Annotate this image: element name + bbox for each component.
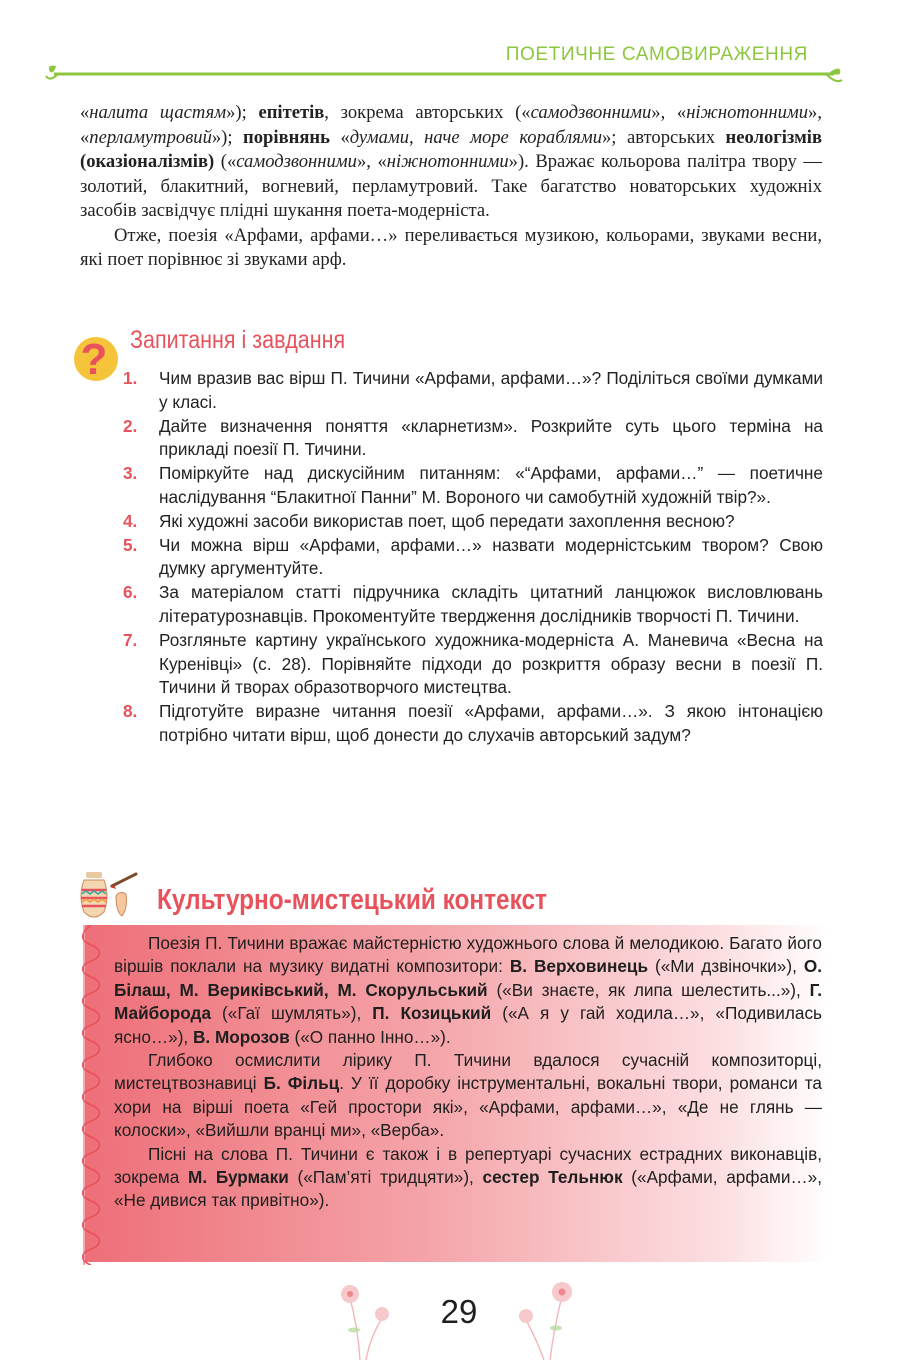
leaf-branch-ornament <box>44 62 844 86</box>
questions-title: Запитання і завдання <box>130 326 346 354</box>
question-item <box>123 629 823 700</box>
question-number: 1. <box>123 368 138 388</box>
italic-quote: ніжнотонними <box>686 102 809 123</box>
bold-term: В. Верховинець <box>509 956 649 977</box>
bold-term: Г. Майборода <box>114 979 822 1024</box>
bold-term: порівнянь <box>243 126 330 148</box>
bold-term: Б. Фільц <box>263 1073 340 1094</box>
question-text: Розгляньте картину українського художника-модерніста А. Маневича «Весна на Куренівці» (с. 28). Порівняйте підходи до розкриття образу весни в поезії П. Тичини й творах образотворчого мистецтва. <box>159 629 823 698</box>
intro-text <box>80 101 822 273</box>
bold-term: епітетів <box>258 102 325 123</box>
question-item <box>123 510 823 534</box>
bold-term: О. Білаш, М. Вериківський, М. Скорульський <box>114 956 822 1000</box>
text-run: («О панно Інно…»). <box>289 1026 451 1047</box>
text-run: . У її доробку інструментальні, вокальні твори, романси та хори на вірші поета «Гей простори які», «Арфами, арфами…», «Де не глянь — колоски», «Вийшли вранці ми», «Верба». <box>114 1073 822 1141</box>
context-text <box>114 932 822 1213</box>
text-run: »). Вражає кольорова палітра твору — золотий, блакитний, вогневий, перламутровий. Таке багатство новаторських художніх засобів засвідчує плідні шукання поета-модерніста. <box>80 151 823 221</box>
text-run: »; авторських <box>602 126 726 148</box>
question-text: Які художні засоби використав поет, щоб передати захоплення весною? <box>159 510 735 531</box>
context-title: Культурно-мистецький контекст <box>157 884 547 916</box>
question-text: Чим вразив вас вірш П. Тичини «Арфами, арфами…»? Поділіться своїми думками у класі. <box>159 368 823 412</box>
text-run: («Пам’яті тридцяти»), <box>288 1167 483 1188</box>
italic-quote: перламутровий <box>89 126 212 148</box>
question-text: Підготуйте виразне читання поезії «Арфами, арфами…». З якою інтонацією потрібно читати вірш, щоб донести до слухачів авторський задум? <box>159 701 823 745</box>
question-mark-icon <box>70 331 122 383</box>
text-run: , зокрема авторських (« <box>324 102 531 123</box>
question-item <box>123 462 823 510</box>
text-run: »); <box>226 102 259 123</box>
text-run: Глибоко осмислити лірику П. Тичини вдалося сучасній композиторці, мистецтвознавиці <box>114 1050 822 1094</box>
question-item <box>123 700 823 748</box>
question-number: 2. <box>123 415 138 436</box>
question-text: Чи можна вірш «Арфами, арфами…» назвати модерністським твором? Свою думку аргументуйте. <box>159 534 823 579</box>
text-run: («Арфами, арфами…», «Не дивися так привітно»). <box>114 1167 822 1211</box>
question-text: Поміркуйте над дискусійним питанням: «“Арфами, арфами…” — поетичне наслідування “Блакитної Панни” М. Вороного чи самобутній художній твір?». <box>159 463 823 507</box>
text-run: « <box>80 102 90 123</box>
text-run: («Ви знаєте, як липа шелестить...»), <box>487 979 810 1000</box>
question-number: 7. <box>123 629 138 650</box>
question-text: За матеріалом статті підручника складіть цитатний ланцюжок висловлювань літературознавців. Прокоментуйте твердження дослідників творчості П. Тичини. <box>159 582 823 626</box>
question-item <box>123 415 823 463</box>
question-number: 6. <box>123 582 138 603</box>
text-run: Пісні на слова П. Тичини є також і в репертуарі сучасних естрадних виконавців, зокрема <box>114 1143 822 1188</box>
bold-term: сестер Тельнюк <box>482 1167 623 1188</box>
italic-quote: ніжнотонними <box>386 151 509 172</box>
italic-quote: самодзвонними <box>530 102 652 123</box>
question-item <box>123 581 823 629</box>
svg-text:?: ? <box>80 335 108 383</box>
italic-quote: налита щастям <box>89 102 227 123</box>
text-run: (« <box>214 151 237 172</box>
context-paragraph-3 <box>114 1143 822 1213</box>
bold-term: неологізмів (оказіоналізмів) <box>80 126 822 172</box>
bold-term: М. Бурмаки <box>188 1167 289 1188</box>
spiral-binding-ornament <box>78 925 104 1265</box>
questions-list <box>123 367 823 748</box>
text-run: («А я у гай ходила…», «Подивилась ясно…»), <box>114 1003 822 1047</box>
italic-quote: самодзвонними <box>236 151 357 172</box>
context-paragraph-2 <box>114 1049 822 1143</box>
question-number: 5. <box>123 534 138 555</box>
bold-term: В. Морозов <box>192 1026 290 1047</box>
vase-brush-icon <box>76 868 142 924</box>
text-run: », « <box>80 102 822 148</box>
question-item <box>123 534 823 582</box>
question-number: 3. <box>123 463 138 484</box>
page-number: 29 <box>440 1293 478 1330</box>
intro-paragraph-1 <box>80 101 822 224</box>
text-run: («Ми дзвіночки»), <box>648 956 804 977</box>
context-paragraph-1 <box>114 932 822 1049</box>
question-item <box>123 367 823 415</box>
question-number: 8. <box>123 701 138 722</box>
text-run: « <box>329 126 350 148</box>
intro-paragraph-2: Отже, поезія «Арфами, арфами…» переливається музикою, кольорами, звуками весни, які поет порівнює зі звуками арф. <box>80 224 822 270</box>
bold-term: П. Козицький <box>372 1003 492 1024</box>
text-run: («Гаї шумлять»), <box>211 1003 373 1024</box>
text-run: », « <box>651 102 687 123</box>
italic-quote: думами, наче море кораблями <box>349 126 602 148</box>
question-text: Дайте визначення поняття «кларнетизм». Розкрийте суть цього терміна на прикладі поезії П. Тичини. <box>159 415 823 460</box>
text-run: », « <box>356 151 387 172</box>
question-number: 4. <box>123 510 138 531</box>
text-run: »); <box>211 126 244 148</box>
text-run: Поезія П. Тичини вражає майстерністю художнього слова й мелодикою. Багато його віршів поклали на музику видатні композитори: <box>114 933 822 977</box>
running-title: ПОЕТИЧНЕ САМОВИРАЖЕННЯ <box>505 44 808 65</box>
